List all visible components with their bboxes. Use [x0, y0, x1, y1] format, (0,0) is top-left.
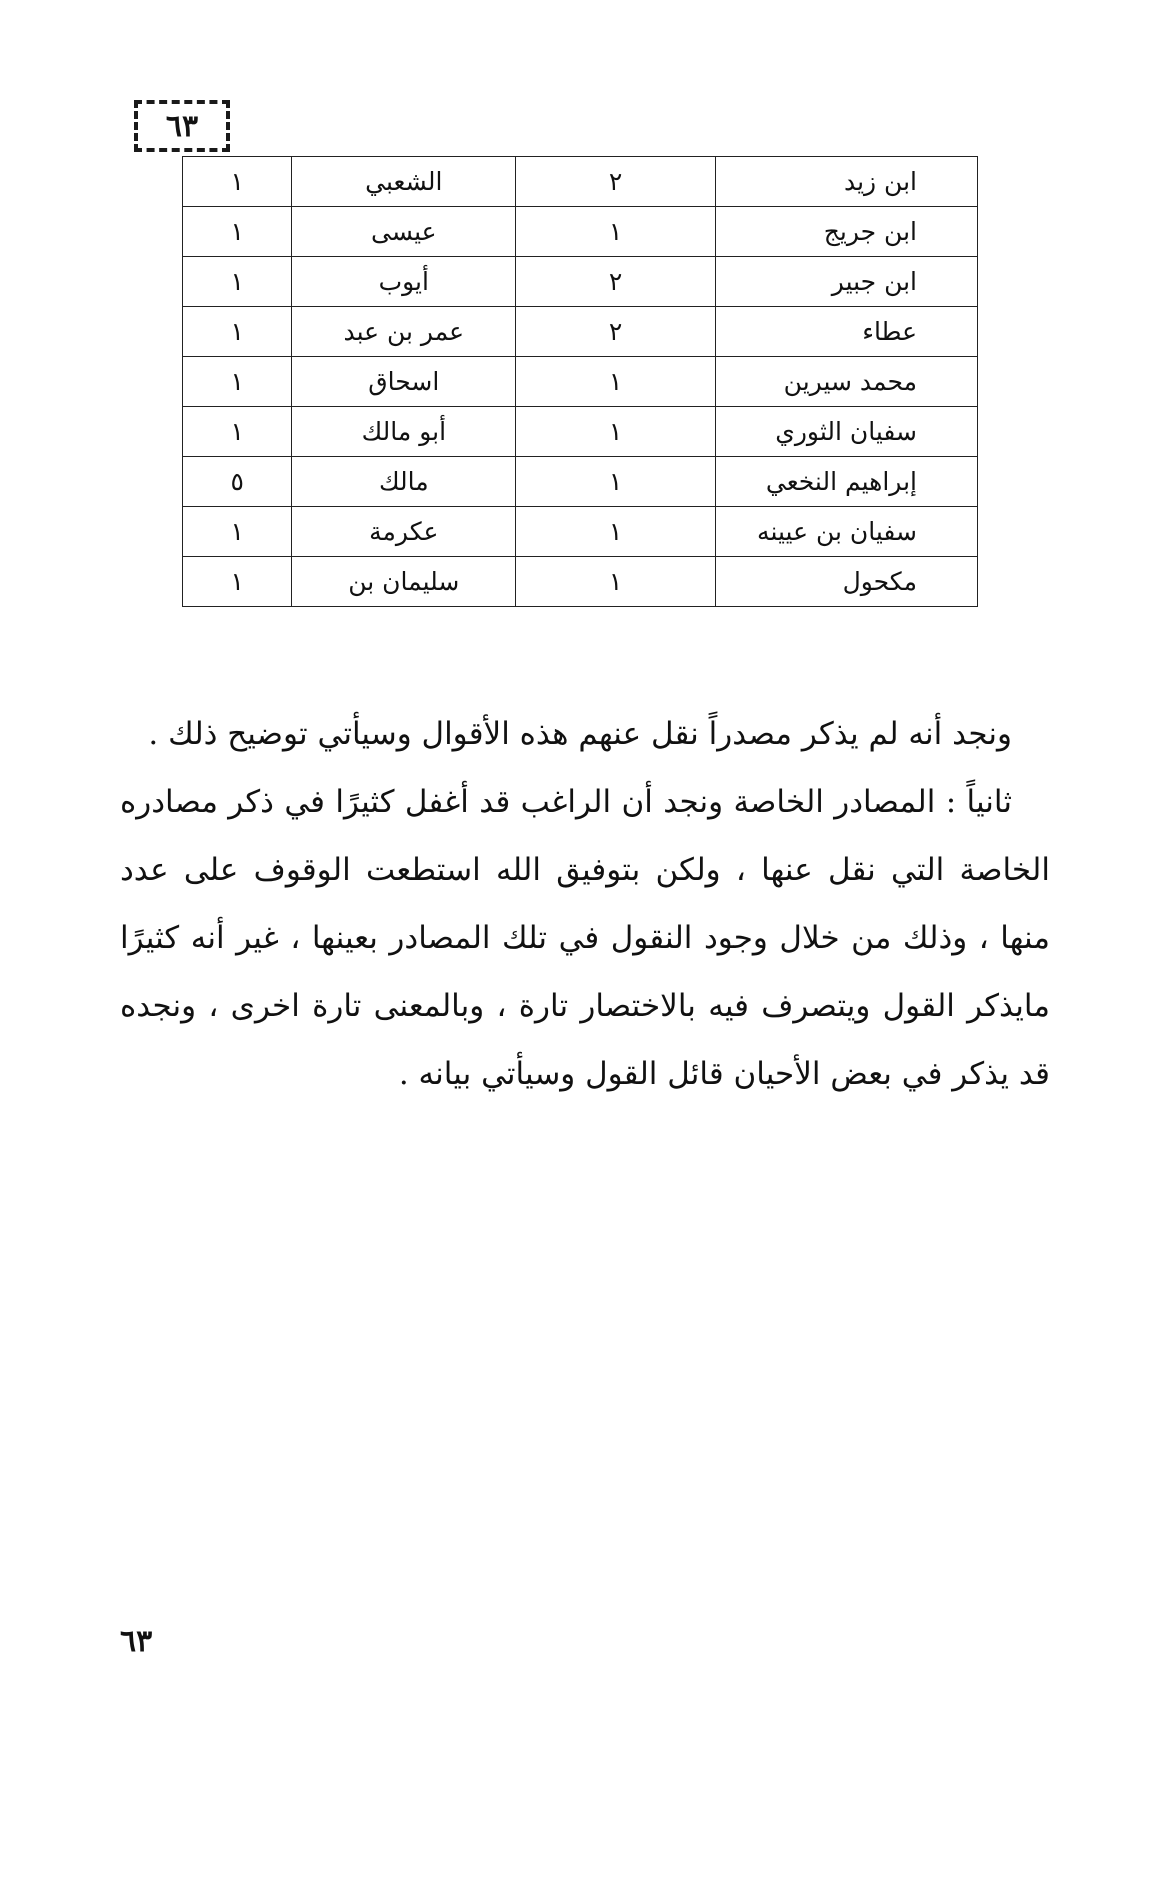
name-a-cell: إبراهيم النخعي: [715, 457, 977, 507]
table-row: [183, 157, 978, 207]
count-a-cell: ١: [516, 457, 716, 507]
table-row: [183, 507, 978, 557]
name-a-cell: مكحول: [715, 557, 977, 607]
table-row: [183, 407, 978, 457]
table-row: [183, 357, 978, 407]
count-a-cell: ١: [516, 357, 716, 407]
name-a-cell: عطاء: [715, 307, 977, 357]
count-b-cell: ١: [183, 207, 292, 257]
name-b-cell: أيوب: [292, 257, 516, 307]
name-b-cell: اسحاق: [292, 357, 516, 407]
table-row: [183, 457, 978, 507]
count-b-cell: ١: [183, 507, 292, 557]
footer-page-number: ٦٣: [120, 1624, 153, 1659]
count-a-cell: ٢: [516, 257, 716, 307]
count-b-cell: ١: [183, 557, 292, 607]
name-b-cell: مالك: [292, 457, 516, 507]
page-number-box: [134, 100, 230, 152]
name-b-cell: عمر بن عبد: [292, 307, 516, 357]
name-a-cell: ابن جبير: [715, 257, 977, 307]
name-a-cell: سفيان بن عيينه: [715, 507, 977, 557]
count-b-cell: ٥: [183, 457, 292, 507]
count-a-cell: ١: [516, 407, 716, 457]
count-b-cell: ١: [183, 307, 292, 357]
count-b-cell: ١: [183, 357, 292, 407]
paragraph: ثانياً : المصادر الخاصة ونجد أن الراغب قد أغفل كثيرًا في ذكر مصادره الخاصة التي نقل عنها ، ولكن بتوفيق الله استطعت الوقوف على عدد منها ، وذلك من خلال وجود النقول في تلك المصادر بعينها ، غير أنه كثيرًا مايذكر القول ويتصرف فيه بالاختصار تارة ، وبالمعنى تارة اخرى ، ونجده قد يذكر في بعض الأحيان قائل القول وسيأتي بيانه .: [120, 784, 1050, 1092]
name-b-cell: سليمان بن: [292, 557, 516, 607]
sources-table: [182, 156, 978, 607]
name-a-cell: محمد سيرين: [715, 357, 977, 407]
count-a-cell: ٢: [516, 307, 716, 357]
count-a-cell: ١: [516, 207, 716, 257]
table-row: [183, 257, 978, 307]
name-b-cell: عكرمة: [292, 507, 516, 557]
count-a-cell: ١: [516, 557, 716, 607]
count-b-cell: ١: [183, 157, 292, 207]
name-b-cell: أبو مالك: [292, 407, 516, 457]
page-number-label: ٦٣: [165, 108, 199, 144]
table-row: [183, 557, 978, 607]
paragraph: ونجد أنه لم يذكر مصدراً نقل عنهم هذه الأقوال وسيأتي توضيح ذلك .: [148, 716, 1012, 752]
name-b-cell: عيسى: [292, 207, 516, 257]
table-row: [183, 307, 978, 357]
name-a-cell: ابن زيد: [715, 157, 977, 207]
count-b-cell: ١: [183, 407, 292, 457]
body-text: [120, 700, 1050, 1108]
name-a-cell: ابن جريج: [715, 207, 977, 257]
name-a-cell: سفيان الثوري: [715, 407, 977, 457]
count-a-cell: ١: [516, 507, 716, 557]
count-a-cell: ٢: [516, 157, 716, 207]
name-b-cell: الشعبي: [292, 157, 516, 207]
count-b-cell: ١: [183, 257, 292, 307]
table-row: [183, 207, 978, 257]
